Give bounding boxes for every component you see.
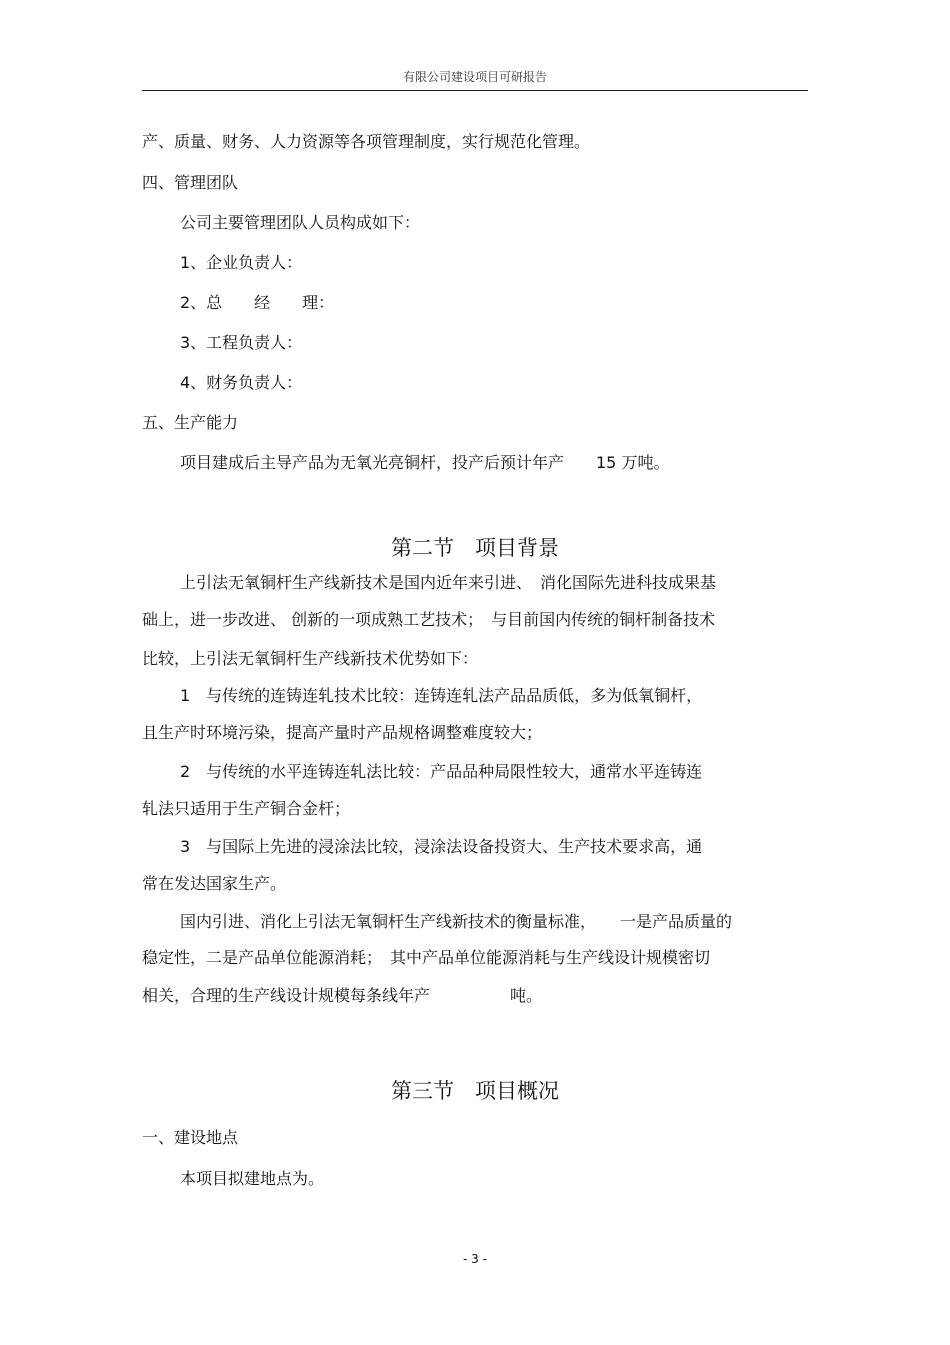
- paragraph-line: 稳定性，二是产品单位能源消耗； 其中产品单位能源消耗与生产线设计规模密切: [142, 948, 711, 967]
- paragraph-line: 国内引进、消化上引法无氧铜杆生产线新技术的衡量标准， 一是产品质量的: [180, 912, 733, 931]
- paragraph-line: 公司主要管理团队人员构成如下：: [180, 213, 421, 232]
- paragraph-line: 本项目拟建地点为。: [180, 1169, 325, 1188]
- paragraph-line: 比较，上引法无氧铜杆生产线新技术优势如下：: [142, 649, 479, 668]
- paragraph-line: 且生产时环境污染，提高产量时产品规格调整难度较大；: [142, 723, 543, 742]
- section-label-capacity: 五、生产能力: [142, 413, 239, 432]
- list-item: 4、财务负责人：: [180, 373, 303, 392]
- page-number: - 3 -: [463, 1252, 487, 1266]
- list-item: 2、总 经 理：: [180, 293, 335, 312]
- paragraph-line: 础上，进一步改进、 创新的一项成熟工艺技术； 与目前国内传统的铜杆制备技术: [142, 610, 716, 629]
- header-rule: [142, 90, 808, 91]
- list-item: 2 与传统的水平连铸连轧法比较：产品品种局限性较大，通常水平连铸连: [180, 762, 703, 781]
- section-label-location: 一、建设地点: [142, 1128, 239, 1147]
- list-item: 1、企业负责人：: [180, 253, 303, 272]
- list-item: 3 与国际上先进的浸涂法比较，浸涂法设备投资大、生产技术要求高，通: [180, 837, 703, 856]
- paragraph-line: 产、质量、财务、人力资源等各项管理制度，实行规范化管理。: [142, 132, 591, 151]
- section-label-management-team: 四、管理团队: [142, 173, 239, 192]
- paragraph-line: 上引法无氧铜杆生产线新技术是国内近年来引进、 消化国际先进科技成果基: [180, 573, 717, 592]
- running-header: 有限公司建设项目可研报告: [402, 70, 547, 84]
- list-item: 3、工程负责人：: [180, 333, 303, 352]
- paragraph-line: 项目建成后主导产品为无氧光亮铜杆，投产后预计年产 15 万吨。: [180, 453, 670, 472]
- section-heading-overview: 第三节 项目概况: [391, 1079, 559, 1103]
- section-heading-background: 第二节 项目背景: [391, 536, 559, 560]
- paragraph-line: 常在发达国家生产。: [142, 874, 287, 893]
- list-item: 1 与传统的连铸连轧技术比较：连铸连轧法产品品质低，多为低氧铜杆，: [180, 686, 703, 705]
- paragraph-line: 相关，合理的生产线设计规模每条线年产 吨。: [142, 986, 543, 1005]
- paragraph-line: 轧法只适用于生产铜合金杆；: [142, 799, 351, 818]
